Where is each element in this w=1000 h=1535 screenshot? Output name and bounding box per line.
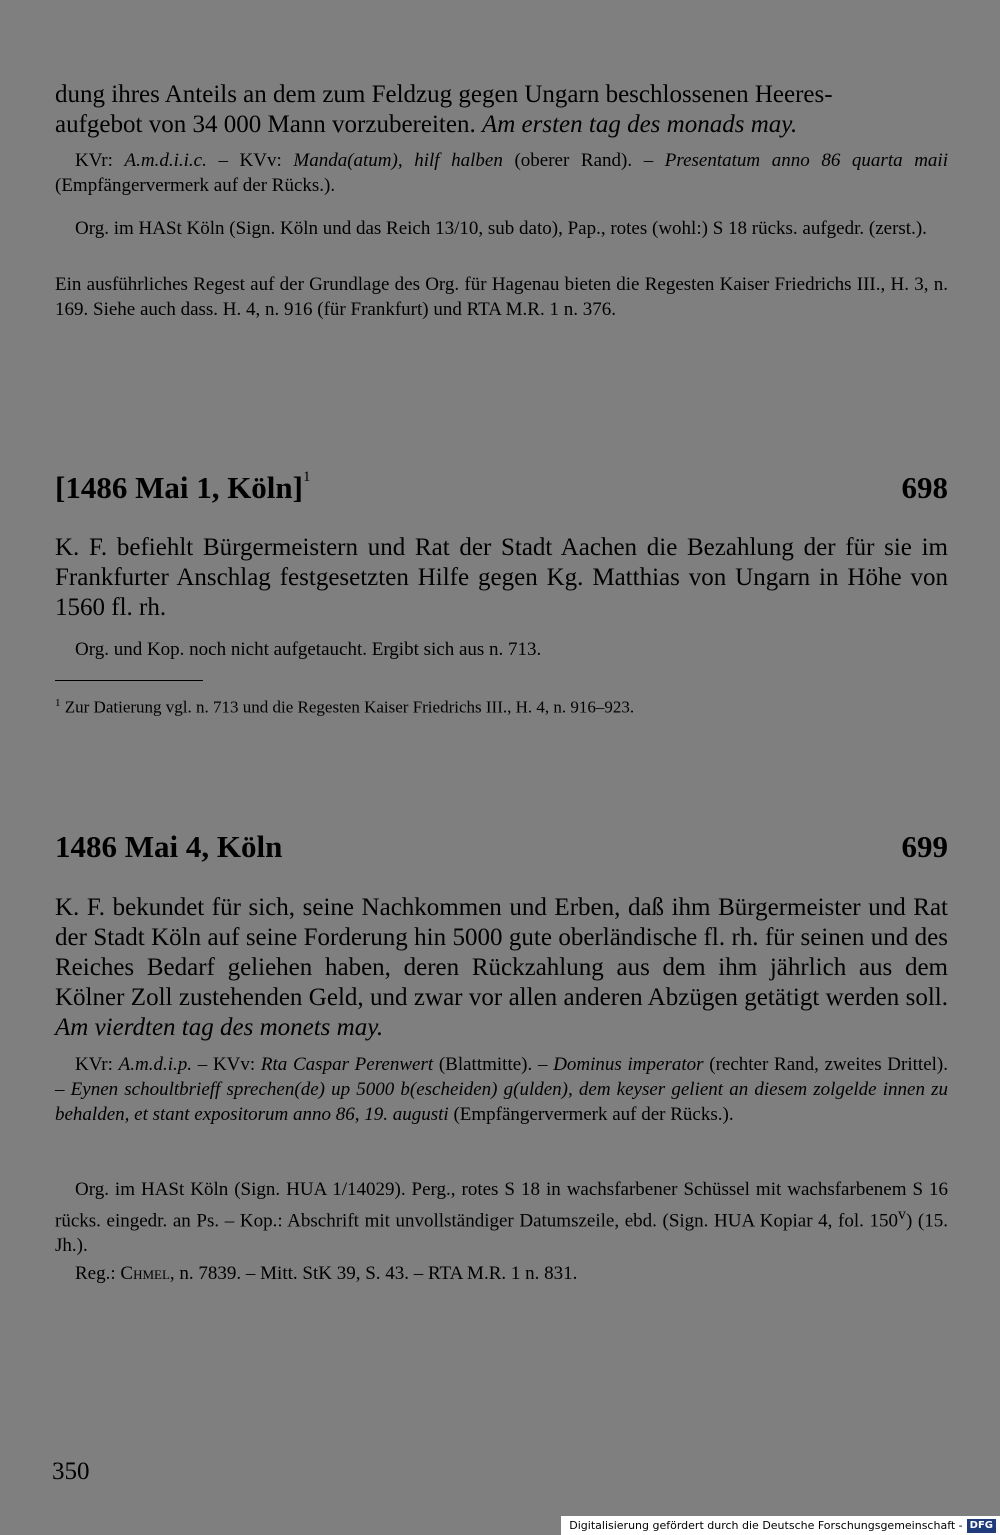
intro-date-formula: Am ersten tag des monads may. [481,111,798,138]
dfg-credit-bar [561,1516,1000,1535]
intro-body [55,80,948,140]
entry-699-body: K. F. bekundet für sich, seine Nachkommen und Erben, daß ihm Bürgermeister und Rat der Stadt Köln auf seine Forderung hin 5000 gute oberländische fl. rh. für seinen und des Reiches Bedarf geliehen haben, deren Rückzahlung aus dem ihm jährlich aus dem Kölner Zoll zustehenden Geld, und zwar vor allen anderen Abzügen getätigt werden soll. Am vierdten tag des monets may. [55,894,948,1041]
entry-698-original: Org. und Kop. noch nicht aufgetaucht. Ergibt sich aus n. 713. [75,639,542,660]
dfg-credit-text: Digitalisierung gefördert durch die Deutsche Forschungsgemeinschaft - [569,1519,963,1532]
footnote-reference: 1 [303,469,311,485]
entry-698-date: [1486 Mai 1, Köln]$^1$ [55,469,311,505]
entry-698-footnote: $^1$ Zur Datierung vgl. n. 713 und die Regesten Kaiser Friedrichs III., H. 4, n. 916–923. [55,697,635,717]
intro-regest-note: Ein ausführliches Regest auf der Grundlage des Org. für Hagenau bieten die Regesten Kaiser Friedrichs III., H. 3, n. 169. Siehe auch dass. H. 4, n. 916 (für Frankfurt) und RTA M.R. 1 n. 376. [55,274,948,320]
entry-699-date-formula: Am vierdten tag des monets may. [55,1014,384,1041]
intro-line-2: aufgebot von 34 000 Mann vorzubereiten. [55,111,482,138]
intro-line-1: dung ihres Anteils an dem zum Feldzug gegen Ungarn beschlossenen Heeres- [55,81,833,108]
dfg-logo: DFG [967,1519,996,1533]
entry-698-heading [55,470,948,506]
entry-699-heading [55,829,948,865]
page-number: 350 [52,1458,90,1485]
entry-699-number: 699 [901,829,948,864]
entry-698-number: 698 [901,470,948,505]
entry-699-kanzleivermerk: KVr: A.m.d.i.p. – KVv: Rta Caspar Perenwert (Blattmitte). – Dominus imperator (rechter Rand, zweites Drittel). – Eynen schoultbrieff sprechen(de) up 5000 b(escheiden) g(ulden), dem keyser gelient an diesem zolgelde innen zu behalden, et stant expositorum anno 86, 19. augusti (Empfängervermerk auf der Rücks.). [55,1054,948,1125]
intro-kanzleivermerk: KVr: A.m.d.i.i.c. – KVv: Manda(atum), hilf halben (oberer Rand). – Presentatum anno 86 quarta maii (Empfängervermerk auf der Rücks.). [55,150,948,196]
intro-original: Org. im HASt Köln (Sign. Köln und das Reich 13/10, sub dato), Pap., rotes (wohl:) S 18 rücks. aufgedr. (zerst.). [75,218,927,239]
footnote-rule [55,680,203,681]
entry-699-date: 1486 Mai 4, Köln [55,829,283,864]
entry-699-regesten: Reg.: Chmel, n. 7839. – Mitt. StK 39, S. 43. – RTA M.R. 1 n. 831. [75,1263,578,1284]
entry-698-body: K. F. befiehlt Bürgermeistern und Rat der Stadt Aachen die Bezahlung der für sie im Frankfurter Anschlag festgesetzten Hilfe gegen Kg. Matthias von Ungarn in Höhe von 1560 fl. rh. [55,534,948,621]
entry-699-original: Org. im HASt Köln (Sign. HUA 1/14029). Perg., rotes S 18 in wachsfarbener Schüssel mit wachsfarbenem S 16 rücks. eingedr. an Ps. – Kop.: Abschrift mit unvollständiger Datumszeile, ebd. (Sign. HUA Kopiar 4, fol. 150$^v$) (15. Jh.). [55,1179,948,1257]
